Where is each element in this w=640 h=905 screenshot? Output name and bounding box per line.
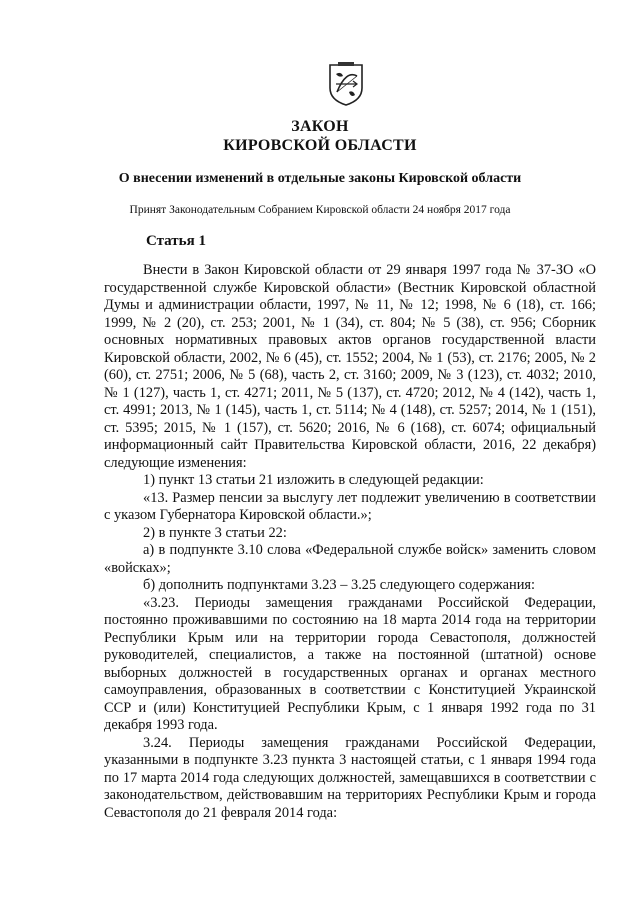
paragraph: а) в подпункте 3.10 слова «Федеральной службе войск» заменить словом «войсках»; bbox=[104, 542, 596, 576]
article-heading: Статья 1 bbox=[146, 233, 206, 249]
law-subtitle: О внесении изменений в отдельные законы Кировской области bbox=[118, 171, 522, 186]
paragraph: Внести в Закон Кировской области от 29 января 1997 года № 37-ЗО «О государственной службе Кировской области» (Вестник Кировской областной Думы и администрации области, 1997, № 11, № 12; 1998, № 6 (18), ст. 166; 1999, № 2 (20), ст. 253; 2001, № 1 (34), ст. 804; № 5 (38), ст. 956; Сборник основных нормативных правовых актов органов государственной власти Кировской области, 2002, № 6 (45), ст. 1552; 2004, № 1 (53), ст. 2176; 2005, № 2 (60), ст. 2751; 2006, № 5 (68), часть 2, ст. 3160; 2009, № 3 (123), ст. 4032; 2010, № 1 (127), часть 1, ст. 4271; 2011, № 5 (137), ст. 4720; 2012, № 4 (142), часть 1, ст. 4991; 2013, № 1 (145), часть 1, ст. 5114; № 4 (148), ст. 5257; 2014, № 1 (151), ст. 5395; 2015, № 1 (157), ст. 5620; 2016, № 6 (168), ст. 6074; официальный информационный сайт Правительства Кировской области, 2016, 22 декабря) следующие изменения: bbox=[104, 262, 596, 471]
paragraph: 2) в пункте 3 статьи 22: bbox=[143, 524, 287, 541]
paragraph: 1) пункт 13 статьи 21 изложить в следующей редакции: bbox=[143, 472, 484, 488]
law-title: ЗАКОН bbox=[291, 118, 349, 135]
paragraph: «13. Размер пенсии за выслугу лет подлежит увеличению в соответствии с указом Губернатора Кировской области.»; bbox=[104, 489, 596, 523]
paragraph: «3.23. Периоды замещения гражданами Российской Федерации, постоянно проживавшими по состоянию на 18 марта 2014 года на территории Республики Крым или на территории города Севастополя, должностей руководителей, специалистов, а также на постоянной (штатной) основе выборных должностей в государственных органах и органах местного самоуправления, образованных в соответствии с Конституцией Украинской ССР и (или) Конституцией Республики Крым, с 1 января 1992 года по 31 декабря 1993 года. bbox=[104, 594, 596, 733]
paragraph: б) дополнить подпунктами 3.23 – 3.25 следующего содержания: bbox=[143, 577, 536, 593]
paragraph: 3.24. Периоды замещения гражданами Российской Федерации, указанными в подпункте 3.23 пункта 3 настоящей статьи, с 1 января 1994 года по 17 марта 2014 года следующих должностей, замещавшихся в соответствии с законодательством, действовавшим на территориях Республики Крым и города Севастополя до 21 февраля 2014 года: bbox=[104, 734, 596, 821]
article-body bbox=[104, 262, 596, 822]
coat-of-arms-icon bbox=[327, 62, 365, 106]
adoption-note: Принят Законодательным Собранием Кировской области 24 ноября 2017 года bbox=[129, 204, 511, 216]
region-title: КИРОВСКОЙ ОБЛАСТИ bbox=[223, 137, 417, 154]
